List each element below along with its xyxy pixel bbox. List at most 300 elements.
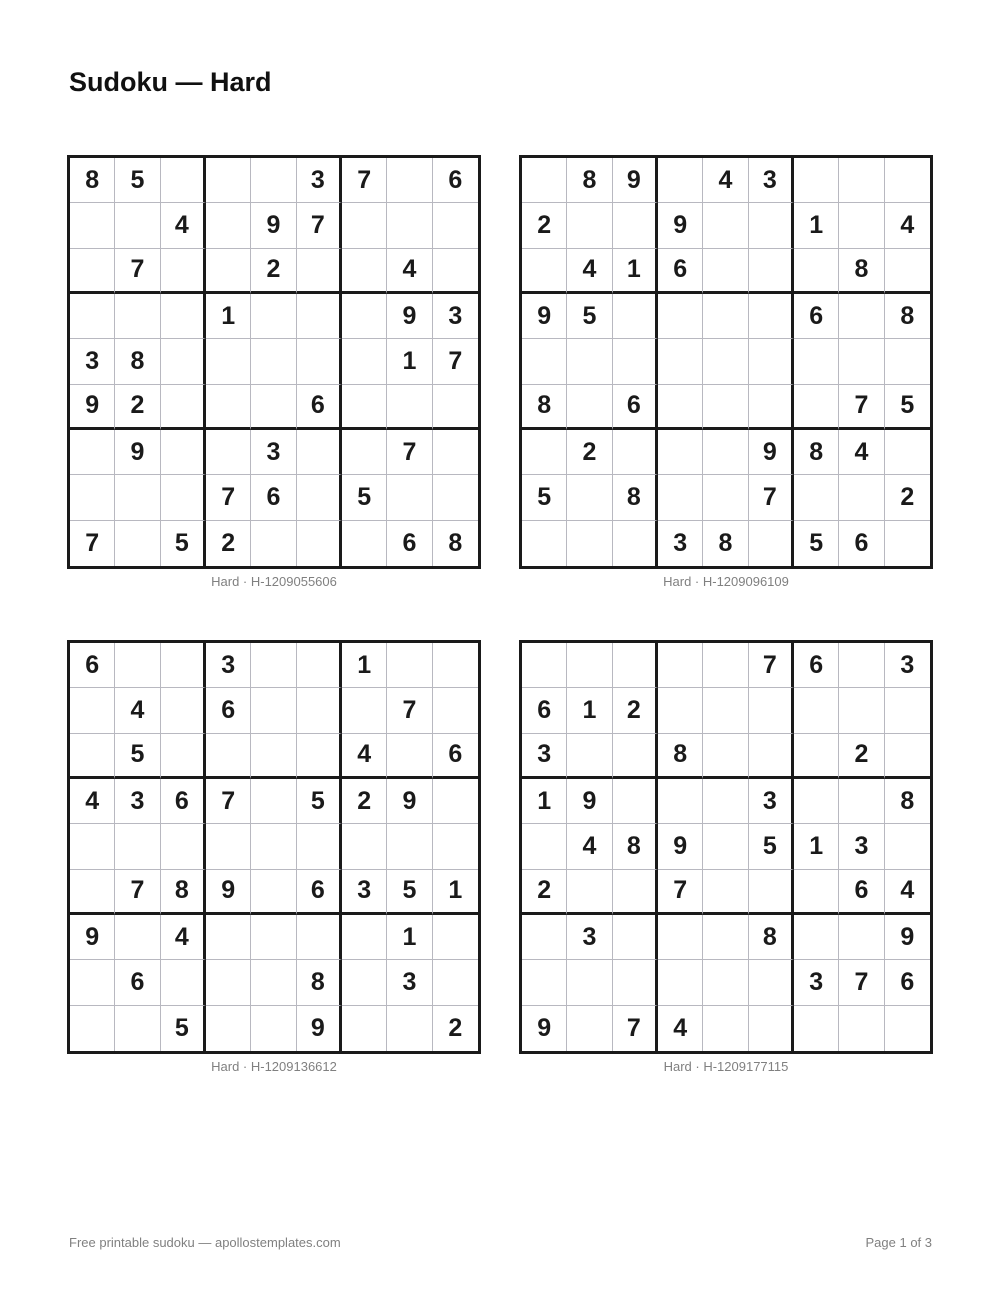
sudoku-cell — [567, 203, 612, 248]
sudoku-cell: 3 — [839, 824, 884, 869]
sudoku-cell: 1 — [522, 779, 567, 824]
sudoku-cell — [433, 430, 478, 475]
sudoku-cell — [658, 779, 703, 824]
sudoku-cell — [839, 1006, 884, 1051]
sudoku-cell — [297, 430, 342, 475]
sudoku-cell — [161, 158, 206, 203]
sudoku-cell — [703, 779, 748, 824]
sudoku-cell: 6 — [161, 779, 206, 824]
sudoku-cell — [342, 688, 387, 733]
sudoku-cell — [749, 1006, 794, 1051]
sudoku-cell: 6 — [70, 643, 115, 688]
sudoku-cell — [161, 385, 206, 430]
sudoku-cell: 7 — [749, 643, 794, 688]
sudoku-cell — [522, 521, 567, 566]
sudoku-cell — [206, 960, 251, 1005]
sudoku-cell: 8 — [794, 430, 839, 475]
sudoku-cell — [613, 430, 658, 475]
sudoku-cell — [794, 249, 839, 294]
sudoku-cell — [703, 1006, 748, 1051]
sudoku-cell — [658, 915, 703, 960]
sudoku-cell: 6 — [433, 734, 478, 779]
puzzle-caption: Hard · H-1209136612 — [211, 1059, 337, 1074]
sudoku-cell — [658, 158, 703, 203]
sudoku-cell — [70, 688, 115, 733]
sudoku-cell — [703, 960, 748, 1005]
sudoku-cell — [794, 734, 839, 779]
sudoku-cell: 4 — [703, 158, 748, 203]
sudoku-cell: 3 — [658, 521, 703, 566]
sudoku-cell: 8 — [161, 870, 206, 915]
sudoku-cell — [206, 734, 251, 779]
sudoku-cell — [613, 870, 658, 915]
sudoku-cell: 1 — [387, 339, 432, 384]
sudoku-cell — [794, 779, 839, 824]
sudoku-cell — [567, 339, 612, 384]
sudoku-cell — [70, 203, 115, 248]
sudoku-cell — [794, 158, 839, 203]
sudoku-cell — [885, 430, 930, 475]
sudoku-cell — [251, 824, 296, 869]
sudoku-cell: 4 — [387, 249, 432, 294]
sudoku-cell: 8 — [115, 339, 160, 384]
sudoku-cell — [567, 960, 612, 1005]
page-title: Sudoku — Hard — [69, 67, 272, 97]
sudoku-cell — [297, 521, 342, 566]
sudoku-grid — [67, 155, 481, 569]
sudoku-cell: 5 — [387, 870, 432, 915]
sudoku-cell — [839, 688, 884, 733]
sudoku-cell: 5 — [297, 779, 342, 824]
sudoku-cell: 2 — [613, 688, 658, 733]
sudoku-cell: 7 — [613, 1006, 658, 1051]
sudoku-cell: 7 — [839, 385, 884, 430]
sudoku-cell: 1 — [206, 294, 251, 339]
sudoku-cell: 3 — [115, 779, 160, 824]
sudoku-cell — [297, 734, 342, 779]
sudoku-cell — [567, 643, 612, 688]
sudoku-cell — [658, 339, 703, 384]
sudoku-cell: 5 — [522, 475, 567, 520]
sudoku-cell — [613, 734, 658, 779]
sudoku-cell — [658, 643, 703, 688]
sudoku-cell — [703, 824, 748, 869]
sudoku-cell: 8 — [885, 294, 930, 339]
sudoku-cell — [342, 249, 387, 294]
sudoku-cell — [794, 339, 839, 384]
sudoku-cell — [433, 824, 478, 869]
sudoku-cell — [251, 385, 296, 430]
sudoku-cell: 9 — [115, 430, 160, 475]
sudoku-cell — [70, 824, 115, 869]
sudoku-grid — [519, 640, 933, 1054]
sudoku-cell — [251, 1006, 296, 1051]
sudoku-cell — [522, 158, 567, 203]
sudoku-cell — [161, 688, 206, 733]
sudoku-cell — [567, 385, 612, 430]
sudoku-cell: 8 — [297, 960, 342, 1005]
sudoku-cell — [749, 688, 794, 733]
sudoku-cell: 2 — [522, 870, 567, 915]
sudoku-cell — [161, 475, 206, 520]
sudoku-cell — [658, 430, 703, 475]
sudoku-cell — [794, 915, 839, 960]
sudoku-cell: 1 — [387, 915, 432, 960]
sudoku-cell — [387, 1006, 432, 1051]
sudoku-cell — [206, 158, 251, 203]
sudoku-cell: 3 — [749, 158, 794, 203]
sudoku-cell — [885, 339, 930, 384]
sudoku-cell: 3 — [206, 643, 251, 688]
sudoku-cell — [567, 734, 612, 779]
sudoku-cell — [70, 294, 115, 339]
sudoku-cell — [433, 475, 478, 520]
sudoku-grid — [67, 640, 481, 1054]
sudoku-cell — [749, 385, 794, 430]
sudoku-cell: 9 — [567, 779, 612, 824]
sudoku-cell: 3 — [251, 430, 296, 475]
sudoku-cell: 8 — [70, 158, 115, 203]
sudoku-cell — [297, 643, 342, 688]
sudoku-cell: 3 — [70, 339, 115, 384]
sudoku-cell — [206, 430, 251, 475]
sudoku-cell: 7 — [433, 339, 478, 384]
sudoku-cell — [658, 960, 703, 1005]
sudoku-cell — [794, 385, 839, 430]
sudoku-cell: 4 — [161, 915, 206, 960]
sudoku-cell — [839, 339, 884, 384]
sudoku-cell — [613, 521, 658, 566]
sudoku-cell — [342, 430, 387, 475]
sudoku-cell — [342, 824, 387, 869]
sudoku-cell — [387, 475, 432, 520]
sudoku-cell — [251, 779, 296, 824]
sudoku-cell: 7 — [387, 688, 432, 733]
sudoku-cell: 8 — [703, 521, 748, 566]
sudoku-cell — [794, 870, 839, 915]
sudoku-cell — [251, 688, 296, 733]
sudoku-cell — [433, 779, 478, 824]
sudoku-cell: 5 — [885, 385, 930, 430]
sudoku-cell: 7 — [70, 521, 115, 566]
puzzle-caption: Hard · H-1209177115 — [663, 1059, 789, 1074]
sudoku-cell — [794, 1006, 839, 1051]
sudoku-cell: 1 — [567, 688, 612, 733]
sudoku-grid — [519, 155, 933, 569]
sudoku-cell — [522, 339, 567, 384]
sudoku-cell: 2 — [885, 475, 930, 520]
sudoku-cell — [885, 734, 930, 779]
sudoku-cell — [522, 643, 567, 688]
sudoku-cell — [115, 824, 160, 869]
sudoku-cell — [161, 960, 206, 1005]
sudoku-cell: 9 — [613, 158, 658, 203]
sudoku-cell — [161, 824, 206, 869]
sudoku-cell — [658, 385, 703, 430]
sudoku-cell: 3 — [297, 158, 342, 203]
sudoku-cell: 2 — [839, 734, 884, 779]
sudoku-cell — [115, 1006, 160, 1051]
sudoku-cell: 4 — [567, 824, 612, 869]
sudoku-cell — [70, 430, 115, 475]
sudoku-cell: 6 — [387, 521, 432, 566]
sudoku-cell — [206, 915, 251, 960]
sudoku-cell — [839, 643, 884, 688]
sudoku-cell — [115, 475, 160, 520]
sudoku-cell — [342, 915, 387, 960]
sudoku-cell: 7 — [658, 870, 703, 915]
sudoku-cell: 4 — [885, 203, 930, 248]
sudoku-cell — [70, 249, 115, 294]
sudoku-cell: 6 — [433, 158, 478, 203]
sudoku-cell — [613, 203, 658, 248]
sudoku-cell — [703, 475, 748, 520]
sudoku-cell: 3 — [794, 960, 839, 1005]
sudoku-cell: 1 — [433, 870, 478, 915]
sudoku-cell: 8 — [522, 385, 567, 430]
sudoku-cell — [70, 734, 115, 779]
puzzle-4 — [519, 640, 933, 1075]
sudoku-cell — [70, 475, 115, 520]
page-number: Page 1 of 3 — [865, 1235, 932, 1250]
sudoku-cell: 2 — [251, 249, 296, 294]
sudoku-cell — [251, 960, 296, 1005]
sudoku-cell — [251, 158, 296, 203]
sudoku-cell: 2 — [206, 521, 251, 566]
sudoku-cell — [297, 249, 342, 294]
sudoku-cell — [703, 688, 748, 733]
sudoku-cell: 5 — [342, 475, 387, 520]
sudoku-cell: 2 — [448, 1013, 463, 1042]
sudoku-cell — [522, 915, 567, 960]
sudoku-cell: 5 — [794, 521, 839, 566]
sudoku-cell — [115, 521, 160, 566]
sudoku-cell — [522, 960, 567, 1005]
sudoku-cell: 3 — [885, 643, 930, 688]
sudoku-cell: 5 — [749, 824, 794, 869]
sudoku-cell — [433, 249, 478, 294]
sudoku-cell — [387, 203, 432, 248]
sudoku-cell: 6 — [115, 960, 160, 1005]
sudoku-cell — [297, 824, 342, 869]
sudoku-cell: 7 — [115, 870, 160, 915]
sudoku-cell — [749, 294, 794, 339]
sudoku-cell — [342, 203, 387, 248]
sudoku-cell — [206, 249, 251, 294]
sudoku-cell — [749, 870, 794, 915]
sudoku-cell — [342, 1006, 387, 1051]
sudoku-cell — [115, 915, 160, 960]
sudoku-cell: 1 — [613, 249, 658, 294]
sudoku-cell: 6 — [839, 521, 884, 566]
sudoku-cell — [839, 294, 884, 339]
sudoku-cell: 9 — [206, 870, 251, 915]
sudoku-cell — [658, 475, 703, 520]
sudoku-cell: 5 — [567, 294, 612, 339]
sudoku-cell — [70, 1006, 115, 1051]
sudoku-cell — [387, 734, 432, 779]
sudoku-cell — [522, 249, 567, 294]
sudoku-cell — [297, 915, 342, 960]
sudoku-cell — [161, 249, 206, 294]
sudoku-cell — [251, 521, 296, 566]
sudoku-cell — [703, 294, 748, 339]
sudoku-cell: 6 — [839, 870, 884, 915]
sudoku-cell — [839, 158, 884, 203]
sudoku-cell: 9 — [251, 203, 296, 248]
sudoku-cell: 8 — [613, 824, 658, 869]
sudoku-cell: 9 — [70, 915, 115, 960]
sudoku-cell — [387, 385, 432, 430]
sudoku-cell: 4 — [658, 1006, 703, 1051]
sudoku-cell — [613, 779, 658, 824]
sudoku-cell — [161, 734, 206, 779]
sudoku-cell — [839, 203, 884, 248]
sudoku-cell — [387, 824, 432, 869]
sudoku-cell: 5 — [115, 734, 160, 779]
sudoku-cell: 9 — [387, 779, 432, 824]
sudoku-cell — [703, 430, 748, 475]
sudoku-cell — [297, 688, 342, 733]
sudoku-cell: 2 — [522, 203, 567, 248]
sudoku-cell: 3 — [567, 915, 612, 960]
sudoku-cell — [522, 430, 567, 475]
sudoku-cell: 5 — [115, 158, 160, 203]
sudoku-cell — [703, 203, 748, 248]
sudoku-cell — [206, 203, 251, 248]
sudoku-cell — [342, 294, 387, 339]
puzzle-2 — [519, 155, 933, 590]
sudoku-cell — [567, 1006, 612, 1051]
sudoku-cell: 9 — [297, 1006, 342, 1051]
sudoku-cell: 9 — [387, 294, 432, 339]
sudoku-cell — [251, 643, 296, 688]
sudoku-cell: 8 — [885, 779, 930, 824]
sudoku-cell — [613, 643, 658, 688]
sudoku-cell: 6 — [251, 475, 296, 520]
sudoku-cell: 7 — [342, 158, 387, 203]
sudoku-cell — [658, 688, 703, 733]
puzzle-caption: Hard · H-1209055606 — [211, 574, 337, 589]
sudoku-cell: 6 — [297, 870, 342, 915]
sudoku-cell: 8 — [567, 158, 612, 203]
sudoku-cell — [885, 249, 930, 294]
sudoku-cell: 9 — [658, 824, 703, 869]
sudoku-cell — [161, 294, 206, 339]
sudoku-cell: 8 — [749, 915, 794, 960]
sudoku-cell — [297, 339, 342, 384]
sudoku-cell — [613, 294, 658, 339]
sudoku-cell: 4 — [115, 688, 160, 733]
sudoku-cell: 9 — [658, 203, 703, 248]
sudoku-cell: 1 — [342, 643, 387, 688]
sudoku-cell — [206, 824, 251, 869]
sudoku-cell: 7 — [839, 960, 884, 1005]
sudoku-cell: 2 — [342, 779, 387, 824]
sudoku-cell: 4 — [342, 734, 387, 779]
sudoku-cell: 9 — [522, 294, 567, 339]
sudoku-cell: 6 — [522, 688, 567, 733]
sudoku-cell — [522, 824, 567, 869]
sudoku-cell: 6 — [885, 960, 930, 1005]
sudoku-cell: 6 — [658, 249, 703, 294]
sudoku-cell — [206, 385, 251, 430]
puzzle-1 — [67, 155, 481, 590]
sudoku-cell — [794, 475, 839, 520]
sudoku-cell: 3 — [433, 294, 478, 339]
sudoku-cell — [161, 430, 206, 475]
sudoku-cell — [161, 643, 206, 688]
sudoku-cell — [433, 915, 478, 960]
sudoku-cell: 3 — [522, 734, 567, 779]
sudoku-cell: 9 — [885, 915, 930, 960]
sudoku-cell — [613, 915, 658, 960]
sudoku-cell: 4 — [839, 430, 884, 475]
sudoku-cell — [567, 475, 612, 520]
sudoku-cell: 3 — [749, 779, 794, 824]
sudoku-cell: 7 — [206, 475, 251, 520]
sudoku-cell — [839, 779, 884, 824]
sudoku-cell — [206, 339, 251, 384]
sudoku-cell — [70, 960, 115, 1005]
sudoku-cell: 6 — [297, 385, 342, 430]
puzzle-3 — [67, 640, 481, 1075]
sudoku-cell — [749, 203, 794, 248]
sudoku-cell — [251, 734, 296, 779]
sudoku-cell: 7 — [115, 249, 160, 294]
sudoku-cell — [703, 385, 748, 430]
sudoku-cell — [433, 385, 478, 430]
sudoku-cell — [703, 339, 748, 384]
sudoku-cell: 6 — [206, 688, 251, 733]
sudoku-cell — [251, 339, 296, 384]
sudoku-cell — [387, 643, 432, 688]
sudoku-cell — [251, 294, 296, 339]
sudoku-cell: 9 — [70, 385, 115, 430]
footer-source: Free printable sudoku — apollostemplates.com — [69, 1235, 341, 1250]
sudoku-cell — [885, 824, 930, 869]
sudoku-cell — [703, 870, 748, 915]
sudoku-cell — [70, 870, 115, 915]
sudoku-cell — [251, 915, 296, 960]
sudoku-cell — [613, 339, 658, 384]
sudoku-cell — [115, 294, 160, 339]
sudoku-cell: 1 — [794, 824, 839, 869]
sudoku-cell — [749, 339, 794, 384]
sudoku-cell: 9 — [749, 430, 794, 475]
sudoku-cell: 3 — [387, 960, 432, 1005]
sudoku-cell: 2 — [567, 430, 612, 475]
sudoku-cell: 6 — [613, 385, 658, 430]
sudoku-cell: 7 — [749, 475, 794, 520]
sudoku-cell — [749, 249, 794, 294]
sudoku-cell — [794, 688, 839, 733]
sudoku-cell — [885, 521, 930, 566]
sudoku-cell — [115, 643, 160, 688]
sudoku-cell — [658, 294, 703, 339]
sudoku-cell: 8 — [658, 734, 703, 779]
sudoku-cell — [749, 960, 794, 1005]
sudoku-cell: 3 — [342, 870, 387, 915]
sudoku-cell: 4 — [70, 779, 115, 824]
sudoku-cell — [433, 643, 478, 688]
sudoku-cell: 7 — [387, 430, 432, 475]
sudoku-cell — [297, 475, 342, 520]
sudoku-cell — [251, 870, 296, 915]
sudoku-cell: 4 — [567, 249, 612, 294]
sudoku-cell — [342, 521, 387, 566]
sudoku-cell — [433, 688, 478, 733]
